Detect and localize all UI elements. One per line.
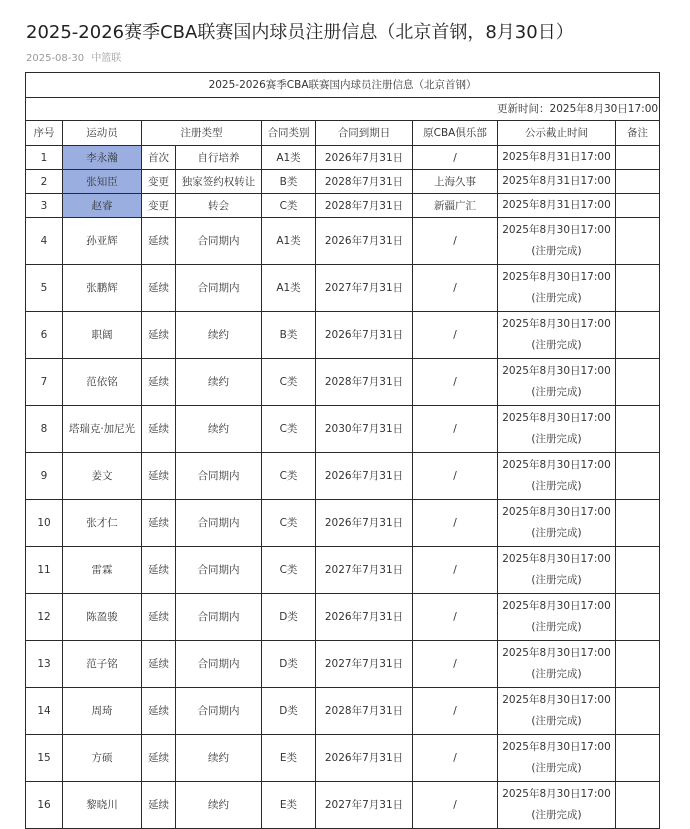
- former-club: /: [413, 312, 498, 359]
- table-row: [26, 547, 660, 594]
- contract-expiry: 2026年7月31日: [316, 146, 413, 170]
- row-number: 3: [26, 194, 63, 218]
- player-name: 李永瀚: [63, 146, 142, 170]
- registration-type: 续约: [176, 359, 262, 406]
- table-row: [26, 594, 660, 641]
- registration-type: 续约: [176, 406, 262, 453]
- former-club: /: [413, 641, 498, 688]
- player-name: 雷霖: [63, 547, 142, 594]
- contract-expiry: 2026年7月31日: [316, 500, 413, 547]
- registration-change: 延续: [142, 359, 176, 406]
- player-name: 范子铭: [63, 641, 142, 688]
- player-name: 赵睿: [63, 194, 142, 218]
- deadline-time: 2025年8月30日17:00: [502, 553, 611, 565]
- player-name: 塔瑞克·加尼光: [63, 406, 142, 453]
- remark: [616, 453, 660, 500]
- table-row: [26, 218, 660, 265]
- contract-class: C类: [262, 359, 316, 406]
- row-number: 6: [26, 312, 63, 359]
- contract-class: B类: [262, 170, 316, 194]
- deadline-time: 2025年8月30日17:00: [502, 224, 611, 236]
- deadline-time: 2025年8月30日17:00: [502, 412, 611, 424]
- table-row: [26, 688, 660, 735]
- registration-status: (注册完成): [531, 339, 582, 351]
- registration-table: [25, 72, 660, 829]
- table-row: [26, 265, 660, 312]
- publicity-deadline: [498, 359, 616, 406]
- registration-status: (注册完成): [531, 245, 582, 257]
- former-club: /: [413, 688, 498, 735]
- registration-change: 延续: [142, 688, 176, 735]
- remark: [616, 218, 660, 265]
- caption-row: [26, 73, 660, 98]
- publicity-deadline: [498, 688, 616, 735]
- article-meta: [26, 49, 121, 64]
- contract-class: D类: [262, 594, 316, 641]
- contract-expiry: 2027年7月31日: [316, 641, 413, 688]
- former-club: /: [413, 735, 498, 782]
- header-class: 合同类别: [262, 121, 316, 146]
- registration-type: 合同期内: [176, 453, 262, 500]
- registration-change: 延续: [142, 218, 176, 265]
- former-club: /: [413, 594, 498, 641]
- deadline-time: 2025年8月30日17:00: [502, 647, 611, 659]
- registration-change: 延续: [142, 500, 176, 547]
- remark: [616, 641, 660, 688]
- contract-class: D类: [262, 641, 316, 688]
- publicity-deadline: [498, 406, 616, 453]
- registration-type: 合同期内: [176, 500, 262, 547]
- registration-type: 合同期内: [176, 594, 262, 641]
- publicity-deadline: [498, 265, 616, 312]
- row-number: 14: [26, 688, 63, 735]
- player-name: 陈盈骏: [63, 594, 142, 641]
- row-number: 1: [26, 146, 63, 170]
- source-link[interactable]: 中篮联: [91, 53, 122, 64]
- contract-class: A1类: [262, 218, 316, 265]
- row-number: 9: [26, 453, 63, 500]
- article-title: 2025-2026赛季CBA联赛国内球员注册信息（北京首钢，8月30日）: [26, 22, 574, 43]
- registration-type: 续约: [176, 735, 262, 782]
- header-no: 序号: [26, 121, 63, 146]
- contract-class: C类: [262, 500, 316, 547]
- player-name: 张才仁: [63, 500, 142, 547]
- player-name: 周琦: [63, 688, 142, 735]
- deadline-time: 2025年8月30日17:00: [502, 271, 611, 283]
- registration-change: 变更: [142, 194, 176, 218]
- registration-status: (注册完成): [531, 715, 582, 727]
- registration-type: 独家签约权转让: [176, 170, 262, 194]
- former-club: 新疆广汇: [413, 194, 498, 218]
- row-number: 10: [26, 500, 63, 547]
- publicity-deadline: [498, 218, 616, 265]
- registration-status: (注册完成): [531, 668, 582, 680]
- row-number: 8: [26, 406, 63, 453]
- remark: [616, 170, 660, 194]
- remark: [616, 735, 660, 782]
- row-number: 12: [26, 594, 63, 641]
- registration-change: 延续: [142, 782, 176, 829]
- registration-change: 首次: [142, 146, 176, 170]
- contract-class: C类: [262, 194, 316, 218]
- remark: [616, 594, 660, 641]
- former-club: /: [413, 265, 498, 312]
- remark: [616, 406, 660, 453]
- row-number: 2: [26, 170, 63, 194]
- player-name: 范依铭: [63, 359, 142, 406]
- registration-type: 转会: [176, 194, 262, 218]
- deadline-time: 2025年8月31日17:00: [502, 199, 611, 211]
- contract-expiry: 2030年7月31日: [316, 406, 413, 453]
- contract-class: C类: [262, 453, 316, 500]
- former-club: /: [413, 146, 498, 170]
- table-row: [26, 406, 660, 453]
- update-time: 更新时间：2025年8月30日17:00: [26, 98, 660, 121]
- header-club: 原CBA俱乐部: [413, 121, 498, 146]
- registration-status: (注册完成): [531, 527, 582, 539]
- publicity-deadline: [498, 641, 616, 688]
- former-club: /: [413, 782, 498, 829]
- registration-sheet: [25, 72, 659, 829]
- row-number: 15: [26, 735, 63, 782]
- row-number: 7: [26, 359, 63, 406]
- registration-type: 自行培养: [176, 146, 262, 170]
- remark: [616, 312, 660, 359]
- registration-status: (注册完成): [531, 480, 582, 492]
- registration-change: 变更: [142, 170, 176, 194]
- remark: [616, 359, 660, 406]
- deadline-time: 2025年8月30日17:00: [502, 365, 611, 377]
- player-name: 黎晓川: [63, 782, 142, 829]
- publicity-deadline: [498, 194, 616, 218]
- table-row: [26, 146, 660, 170]
- remark: [616, 500, 660, 547]
- publicity-deadline: [498, 735, 616, 782]
- player-name: 姜文: [63, 453, 142, 500]
- contract-expiry: 2026年7月31日: [316, 453, 413, 500]
- contract-expiry: 2027年7月31日: [316, 265, 413, 312]
- publicity-deadline: [498, 782, 616, 829]
- header-type: 注册类型: [142, 121, 262, 146]
- deadline-time: 2025年8月30日17:00: [502, 741, 611, 753]
- player-name: 孙亚辉: [63, 218, 142, 265]
- publicity-deadline: [498, 453, 616, 500]
- contract-class: B类: [262, 312, 316, 359]
- registration-status: (注册完成): [531, 292, 582, 304]
- table-row: [26, 641, 660, 688]
- registration-change: 延续: [142, 641, 176, 688]
- publicity-deadline: [498, 594, 616, 641]
- former-club: /: [413, 218, 498, 265]
- contract-expiry: 2026年7月31日: [316, 594, 413, 641]
- player-name: 张知臣: [63, 170, 142, 194]
- registration-status: (注册完成): [531, 762, 582, 774]
- contract-expiry: 2027年7月31日: [316, 782, 413, 829]
- former-club: /: [413, 500, 498, 547]
- row-number: 16: [26, 782, 63, 829]
- former-club: /: [413, 406, 498, 453]
- registration-change: 延续: [142, 594, 176, 641]
- registration-change: 延续: [142, 265, 176, 312]
- registration-status: (注册完成): [531, 386, 582, 398]
- registration-change: 延续: [142, 406, 176, 453]
- registration-change: 延续: [142, 453, 176, 500]
- publicity-deadline: [498, 146, 616, 170]
- registration-status: (注册完成): [531, 621, 582, 633]
- sheet-caption: 2025-2026赛季CBA联赛国内球员注册信息（北京首钢）: [26, 73, 660, 98]
- registration-change: 延续: [142, 547, 176, 594]
- deadline-time: 2025年8月30日17:00: [502, 694, 611, 706]
- deadline-time: 2025年8月30日17:00: [502, 459, 611, 471]
- contract-expiry: 2026年7月31日: [316, 735, 413, 782]
- contract-class: C类: [262, 547, 316, 594]
- row-number: 13: [26, 641, 63, 688]
- contract-expiry: 2028年7月31日: [316, 194, 413, 218]
- registration-type: 续约: [176, 782, 262, 829]
- contract-class: E类: [262, 735, 316, 782]
- registration-change: 延续: [142, 312, 176, 359]
- former-club: 上海久事: [413, 170, 498, 194]
- former-club: /: [413, 359, 498, 406]
- header-deadline: 公示截止时间: [498, 121, 616, 146]
- registration-type: 合同期内: [176, 218, 262, 265]
- table-row: [26, 194, 660, 218]
- deadline-time: 2025年8月30日17:00: [502, 788, 611, 800]
- deadline-time: 2025年8月31日17:00: [502, 175, 611, 187]
- remark: [616, 265, 660, 312]
- remark: [616, 782, 660, 829]
- remark: [616, 146, 660, 170]
- contract-class: A1类: [262, 146, 316, 170]
- contract-expiry: 2026年7月31日: [316, 312, 413, 359]
- publish-date: 2025-08-30: [26, 53, 85, 64]
- remark: [616, 688, 660, 735]
- contract-expiry: 2028年7月31日: [316, 688, 413, 735]
- table-row: [26, 782, 660, 829]
- deadline-time: 2025年8月30日17:00: [502, 506, 611, 518]
- contract-expiry: 2028年7月31日: [316, 170, 413, 194]
- row-number: 11: [26, 547, 63, 594]
- former-club: /: [413, 453, 498, 500]
- table-row: [26, 735, 660, 782]
- registration-type: 合同期内: [176, 547, 262, 594]
- publicity-deadline: [498, 547, 616, 594]
- contract-expiry: 2026年7月31日: [316, 218, 413, 265]
- registration-status: (注册完成): [531, 433, 582, 445]
- contract-class: A1类: [262, 265, 316, 312]
- contract-class: E类: [262, 782, 316, 829]
- header-note: 备注: [616, 121, 660, 146]
- publicity-deadline: [498, 170, 616, 194]
- player-name: 张鹏辉: [63, 265, 142, 312]
- header-expire: 合同到期日: [316, 121, 413, 146]
- contract-class: C类: [262, 406, 316, 453]
- remark: [616, 194, 660, 218]
- remark: [616, 547, 660, 594]
- table-row: [26, 312, 660, 359]
- registration-change: 延续: [142, 735, 176, 782]
- contract-expiry: 2028年7月31日: [316, 359, 413, 406]
- table-row: [26, 359, 660, 406]
- table-row: [26, 500, 660, 547]
- registration-status: (注册完成): [531, 574, 582, 586]
- row-number: 4: [26, 218, 63, 265]
- registration-type: 合同期内: [176, 265, 262, 312]
- row-number: 5: [26, 265, 63, 312]
- contract-class: D类: [262, 688, 316, 735]
- header-name: 运动员: [63, 121, 142, 146]
- updated-row: [26, 98, 660, 121]
- header-row: [26, 121, 660, 146]
- former-club: /: [413, 547, 498, 594]
- registration-status: (注册完成): [531, 809, 582, 821]
- deadline-time: 2025年8月30日17:00: [502, 600, 611, 612]
- table-row: [26, 170, 660, 194]
- contract-expiry: 2027年7月31日: [316, 547, 413, 594]
- registration-type: 续约: [176, 312, 262, 359]
- player-name: 方硕: [63, 735, 142, 782]
- deadline-time: 2025年8月31日17:00: [502, 151, 611, 163]
- player-name: 职阔: [63, 312, 142, 359]
- table-row: [26, 453, 660, 500]
- registration-type: 合同期内: [176, 641, 262, 688]
- publicity-deadline: [498, 500, 616, 547]
- publicity-deadline: [498, 312, 616, 359]
- registration-type: 合同期内: [176, 688, 262, 735]
- deadline-time: 2025年8月30日17:00: [502, 318, 611, 330]
